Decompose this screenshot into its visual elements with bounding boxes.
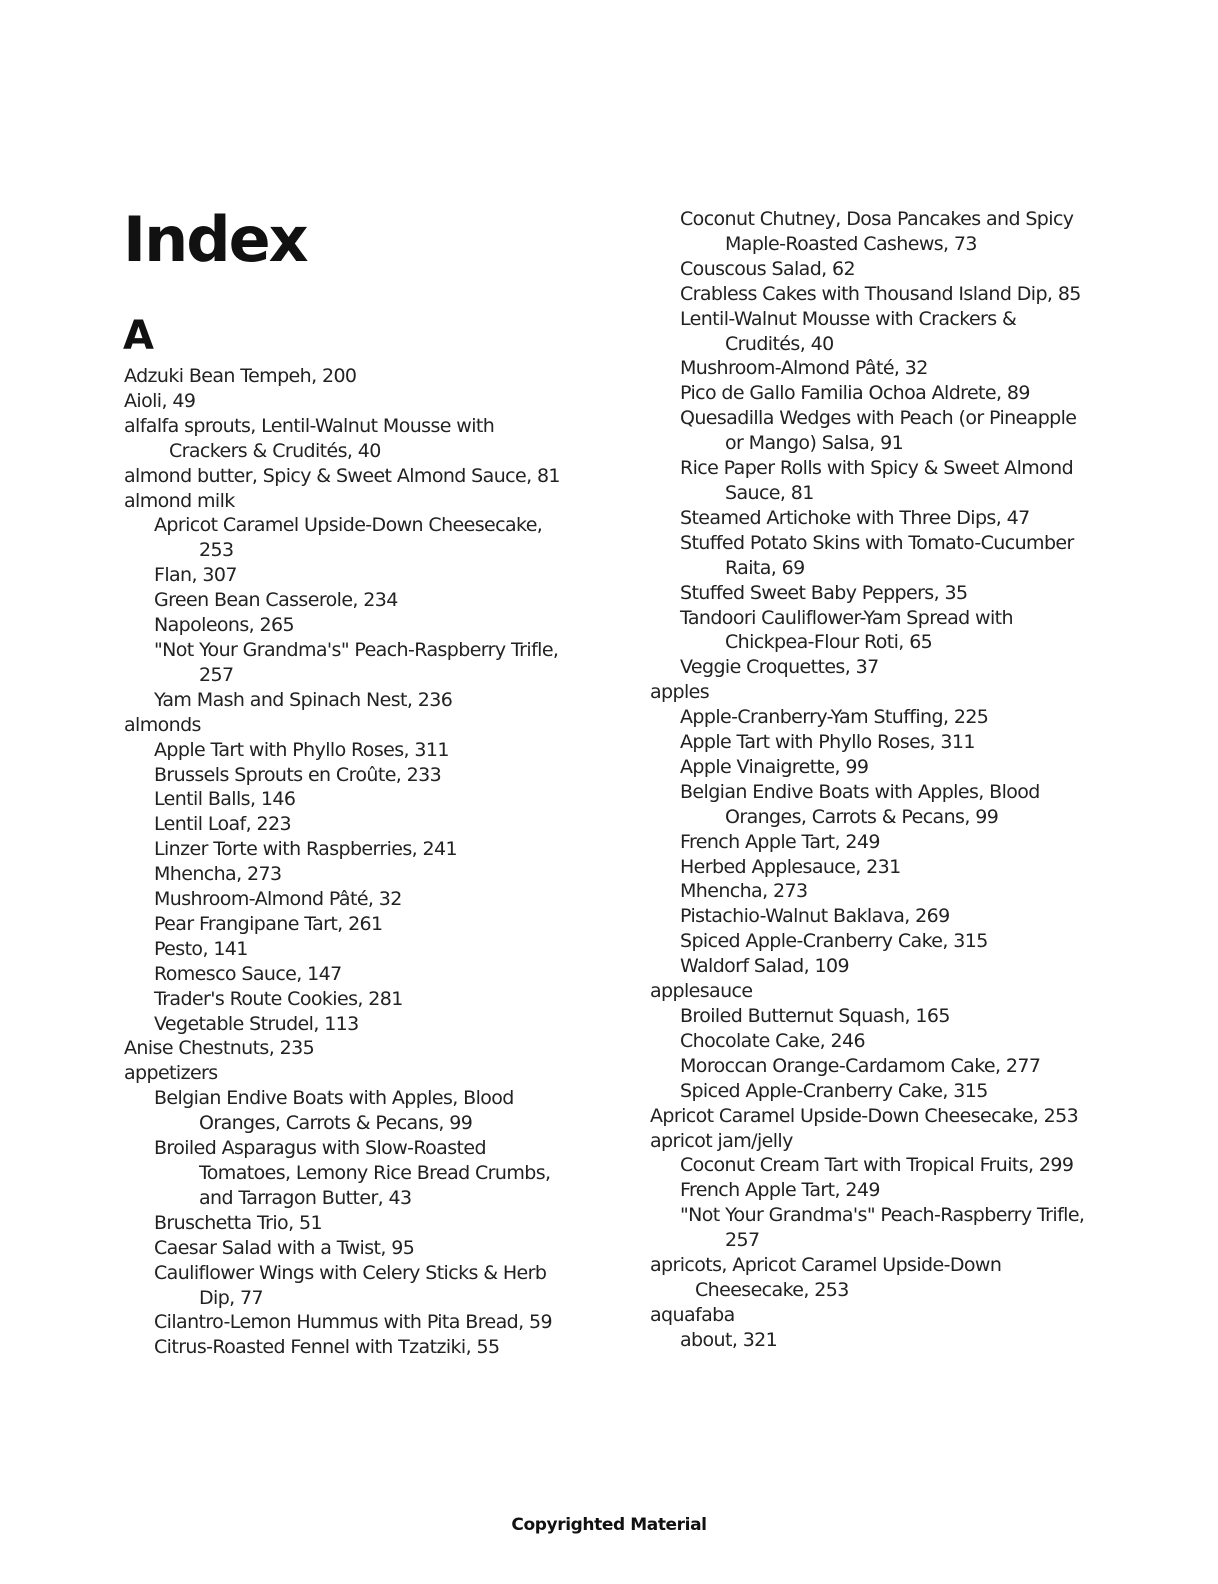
index-subentry: Moroccan Orange-Cardamom Cake, 277 <box>680 1054 1041 1077</box>
index-subentry: Apple Vinaigrette, 99 <box>680 755 869 778</box>
index-subentry: Napoleons, 265 <box>154 614 295 637</box>
index-subentry: Cauliflower Wings with Celery Sticks & Herb <box>154 1261 547 1284</box>
index-subentry: Citrus-Roasted Fennel with Tzatziki, 55 <box>154 1336 500 1359</box>
index-subentry: Steamed Artichoke with Three Dips, 47 <box>680 506 1030 529</box>
index-subentry: Pico de Gallo Familia Ochoa Aldrete, 89 <box>680 382 1030 405</box>
index-subentry: "Not Your Grandma's" Peach-Raspberry Trifle, <box>154 638 559 661</box>
index-entry: apples <box>650 681 710 704</box>
index-subentry: Flan, 307 <box>154 564 237 587</box>
index-subentry: Chocolate Cake, 246 <box>680 1029 865 1052</box>
section-letter-heading: A <box>123 313 154 359</box>
index-entry-continuation: 257 <box>725 1229 760 1252</box>
index-subentry: Yam Mash and Spinach Nest, 236 <box>154 688 453 711</box>
index-entry: Apricot Caramel Upside-Down Cheesecake, 253 <box>650 1104 1079 1127</box>
index-entry-continuation: Maple-Roasted Cashews, 73 <box>725 232 977 255</box>
index-subentry: Tandoori Cauliflower-Yam Spread with <box>680 606 1013 629</box>
index-subentry: Belgian Endive Boats with Apples, Blood <box>680 780 1040 803</box>
index-subentry: Apple Tart with Phyllo Roses, 311 <box>154 738 449 761</box>
index-subentry: Belgian Endive Boats with Apples, Blood <box>154 1087 514 1110</box>
index-subentry: Lentil Loaf, 223 <box>154 813 291 836</box>
index-entry: apricot jam/jelly <box>650 1129 793 1152</box>
index-subentry: Pistachio-Walnut Baklava, 269 <box>680 905 950 928</box>
page-title: Index <box>123 203 307 276</box>
index-entry-continuation: Cheesecake, 253 <box>695 1278 849 1301</box>
index-entry-continuation: Chickpea-Flour Roti, 65 <box>725 631 933 654</box>
index-entry-continuation: and Tarragon Butter, 43 <box>199 1186 412 1209</box>
index-subentry: Coconut Cream Tart with Tropical Fruits, 299 <box>680 1154 1074 1177</box>
index-entry-continuation: Sauce, 81 <box>725 481 814 504</box>
index-subentry: Apple Tart with Phyllo Roses, 311 <box>680 731 975 754</box>
index-column-right <box>650 207 1100 1353</box>
index-column-left <box>124 364 574 1360</box>
index-subentry: Veggie Croquettes, 37 <box>680 656 879 679</box>
index-subentry: Crabless Cakes with Thousand Island Dip, 85 <box>680 282 1081 305</box>
index-entry: almond milk <box>124 489 235 512</box>
index-entry-continuation: Raita, 69 <box>725 556 805 579</box>
index-subentry: Mhencha, 273 <box>680 880 808 903</box>
index-subentry: Lentil Balls, 146 <box>154 788 296 811</box>
index-subentry: Broiled Asparagus with Slow-Roasted <box>154 1137 486 1160</box>
index-subentry: Trader's Route Cookies, 281 <box>154 987 403 1010</box>
index-subentry: about, 321 <box>680 1328 778 1351</box>
index-subentry: Rice Paper Rolls with Spicy & Sweet Almond <box>680 457 1074 480</box>
index-subentry: French Apple Tart, 249 <box>680 1179 880 1202</box>
index-subentry: Herbed Applesauce, 231 <box>680 855 901 878</box>
index-entry: apricots, Apricot Caramel Upside-Down <box>650 1254 1002 1277</box>
index-entry: Anise Chestnuts, 235 <box>124 1037 315 1060</box>
index-entry: almond butter, Spicy & Sweet Almond Sauce, 81 <box>124 464 560 487</box>
index-subentry: Apple-Cranberry-Yam Stuffing, 225 <box>680 706 989 729</box>
index-entry: almonds <box>124 713 201 736</box>
index-subentry: Mhencha, 273 <box>154 863 282 886</box>
index-subentry: Linzer Torte with Raspberries, 241 <box>154 838 457 861</box>
index-subentry: Coconut Chutney, Dosa Pancakes and Spicy <box>680 208 1074 230</box>
index-entry-continuation: Oranges, Carrots & Pecans, 99 <box>725 805 999 828</box>
index-subentry: Green Bean Casserole, 234 <box>154 589 398 612</box>
index-entry-continuation: Crudités, 40 <box>725 332 834 355</box>
index-subentry: French Apple Tart, 249 <box>680 830 880 853</box>
index-entry: Adzuki Bean Tempeh, 200 <box>124 365 357 387</box>
index-subentry: Broiled Butternut Squash, 165 <box>680 1005 950 1027</box>
index-subentry: Mushroom-Almond Pâté, 32 <box>680 357 928 380</box>
index-entry: applesauce <box>650 980 753 1003</box>
index-subentry: Couscous Salad, 62 <box>680 257 856 280</box>
index-subentry: Vegetable Strudel, 113 <box>154 1012 359 1035</box>
index-subentry: Cilantro-Lemon Hummus with Pita Bread, 59 <box>154 1311 552 1334</box>
index-subentry: Brussels Sprouts en Croûte, 233 <box>154 763 442 786</box>
copyright-footer: Copyrighted Material <box>511 1515 707 1535</box>
index-subentry: Pesto, 141 <box>154 937 248 960</box>
index-subentry: Romesco Sauce, 147 <box>154 962 342 985</box>
index-subentry: Stuffed Potato Skins with Tomato-Cucumber <box>680 531 1074 554</box>
index-entry-continuation: Tomatoes, Lemony Rice Bread Crumbs, <box>199 1162 551 1184</box>
index-subentry: Waldorf Salad, 109 <box>680 955 849 978</box>
index-entry: alfalfa sprouts, Lentil-Walnut Mousse with <box>124 414 495 437</box>
index-entry-continuation: or Mango) Salsa, 91 <box>725 432 904 455</box>
index-entry: aquafaba <box>650 1303 735 1326</box>
index-subentry: Lentil-Walnut Mousse with Crackers & <box>680 307 1017 330</box>
index-entry: appetizers <box>124 1062 218 1085</box>
index-entry-continuation: 253 <box>199 539 234 562</box>
index-entry-continuation: Crackers & Crudités, 40 <box>169 439 381 462</box>
index-subentry: Mushroom-Almond Pâté, 32 <box>154 888 402 911</box>
index-entry-continuation: Dip, 77 <box>199 1286 264 1309</box>
index-subentry: Quesadilla Wedges with Peach (or Pineapple <box>680 407 1077 430</box>
index-subentry: Pear Frangipane Tart, 261 <box>154 912 383 935</box>
index-subentry: Apricot Caramel Upside-Down Cheesecake, <box>154 514 543 537</box>
index-subentry: Stuffed Sweet Baby Peppers, 35 <box>680 581 968 604</box>
index-subentry: Bruschetta Trio, 51 <box>154 1211 322 1234</box>
index-entry-continuation: 257 <box>199 663 234 686</box>
index-subentry: Spiced Apple-Cranberry Cake, 315 <box>680 930 988 953</box>
index-subentry: Spiced Apple-Cranberry Cake, 315 <box>680 1079 988 1102</box>
index-entry-continuation: Oranges, Carrots & Pecans, 99 <box>199 1112 473 1135</box>
index-entry: Aioli, 49 <box>124 389 196 412</box>
index-subentry: "Not Your Grandma's" Peach-Raspberry Trifle, <box>680 1204 1085 1227</box>
index-subentry: Caesar Salad with a Twist, 95 <box>154 1236 415 1259</box>
